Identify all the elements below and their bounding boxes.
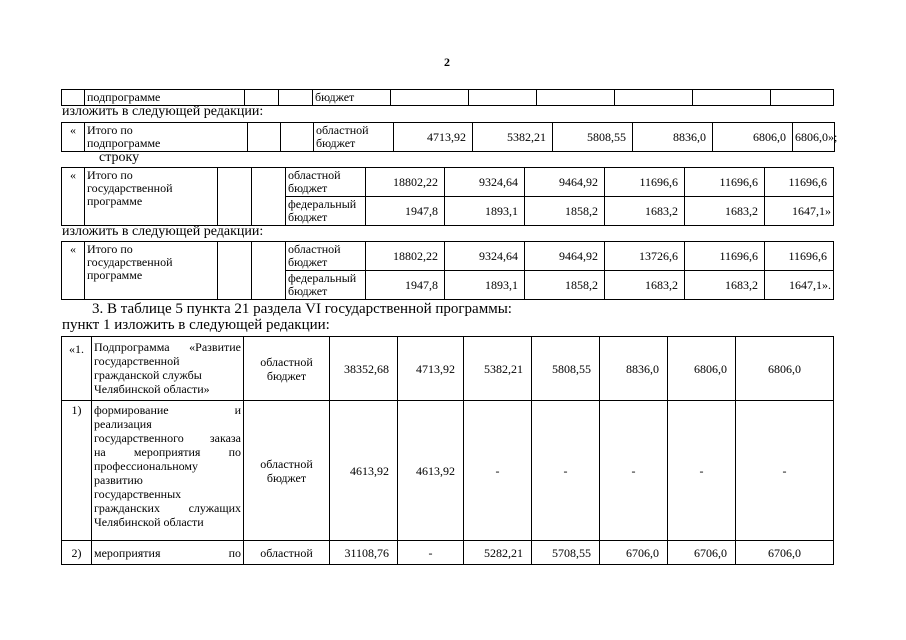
value-cell: 5808,55 bbox=[553, 123, 633, 152]
budget-cell: областной бюджет bbox=[314, 123, 394, 152]
budget-cell: областной бюджет bbox=[244, 401, 330, 541]
value-cell: 11696,6 bbox=[605, 168, 685, 197]
row-label: подпрограмме bbox=[85, 90, 245, 106]
value-cell: - bbox=[600, 401, 668, 541]
value-cell: 6706,0 bbox=[736, 541, 834, 565]
value-cell: 4613,92 bbox=[330, 401, 398, 541]
value-cell: 38352,68 bbox=[330, 337, 398, 401]
page-number: 2 bbox=[444, 55, 450, 69]
value-cell: 13726,6 bbox=[605, 242, 685, 271]
value-cell: 31108,76 bbox=[330, 541, 398, 565]
budget-cell: областной бюджет bbox=[244, 337, 330, 401]
budget-cell: областной бюджет bbox=[286, 168, 366, 197]
table-row bbox=[62, 242, 834, 271]
value-cell: 4713,92 bbox=[398, 337, 464, 401]
budget-cell: федеральный бюджет bbox=[286, 197, 366, 226]
value-cell: 5382,21 bbox=[473, 123, 553, 152]
row-name: формирование и реализация государственного заказа на мероприятия по профессиональному развитию государственных гражданских служащих Челябинской области bbox=[92, 401, 244, 541]
instruction-text: изложить в следующей редакции: bbox=[62, 224, 264, 239]
value-cell: 11696,6 bbox=[765, 242, 834, 271]
table-row bbox=[62, 123, 835, 152]
value-cell: 1683,2 bbox=[685, 197, 765, 226]
value-cell: 4613,92 bbox=[398, 401, 464, 541]
value-cell: 9464,92 bbox=[525, 242, 605, 271]
value-cell: 8836,0 bbox=[600, 337, 668, 401]
budget-cell: федеральный бюджет bbox=[286, 271, 366, 300]
value-cell: 6806,0 bbox=[736, 337, 834, 401]
row-label: Итого по государственной программе bbox=[85, 242, 218, 300]
value-cell: - bbox=[668, 401, 736, 541]
value-cell: 1683,2 bbox=[605, 271, 685, 300]
value-cell: 11696,6 bbox=[685, 168, 765, 197]
row-number: 2) bbox=[62, 541, 92, 565]
paragraph-text: 3. В таблице 5 пункта 21 раздела VI государственной программы: bbox=[92, 301, 512, 317]
value-cell: 9324,64 bbox=[445, 168, 525, 197]
value-cell: - bbox=[532, 401, 600, 541]
value-cell: 5808,55 bbox=[532, 337, 600, 401]
paragraph-text: пункт 1 изложить в следующей редакции: bbox=[62, 317, 330, 333]
quote-mark: « bbox=[62, 168, 85, 226]
value-cell: 5708,55 bbox=[532, 541, 600, 565]
budget-cell: областной бюджет bbox=[286, 242, 366, 271]
value-cell: 1893,1 bbox=[445, 271, 525, 300]
value-cell: - bbox=[464, 401, 532, 541]
value-cell: - bbox=[398, 541, 464, 565]
row-label: Итого по государственной программе bbox=[85, 168, 218, 226]
value-cell: 8836,0 bbox=[633, 123, 713, 152]
value-cell: 1647,1» bbox=[765, 197, 834, 226]
value-cell: 9464,92 bbox=[525, 168, 605, 197]
value-cell: 9324,64 bbox=[445, 242, 525, 271]
value-cell: 1647,1». bbox=[765, 271, 834, 300]
table-row bbox=[62, 401, 834, 541]
value-cell: 6706,0 bbox=[600, 541, 668, 565]
value-cell: 1947,8 bbox=[366, 197, 445, 226]
value-cell: 6806,0 bbox=[668, 337, 736, 401]
instruction-text: строку bbox=[99, 150, 140, 165]
value-cell: 5382,21 bbox=[464, 337, 532, 401]
program-total-table-new bbox=[61, 241, 834, 300]
value-cell: 5282,21 bbox=[464, 541, 532, 565]
budget-cell: бюджет bbox=[313, 90, 391, 106]
value-cell: 1893,1 bbox=[445, 197, 525, 226]
table-row bbox=[62, 168, 834, 197]
quote-mark: « bbox=[62, 123, 85, 152]
table-row bbox=[62, 337, 834, 401]
value-cell: 1858,2 bbox=[525, 271, 605, 300]
budget-cell: областной bbox=[244, 541, 330, 565]
table-row bbox=[62, 541, 834, 565]
value-cell: 11696,6 bbox=[685, 242, 765, 271]
value-cell: 6806,0 bbox=[713, 123, 793, 152]
value-cell: 1947,8 bbox=[366, 271, 445, 300]
row-number: «1. bbox=[62, 337, 92, 401]
row-label: Итого по подпрограмме bbox=[85, 123, 248, 152]
value-cell: 6806,0»; bbox=[793, 123, 835, 152]
row-name: мероприятия по bbox=[92, 541, 244, 565]
quote-mark: « bbox=[62, 242, 85, 300]
instruction-text: изложить в следующей редакции: bbox=[62, 104, 264, 119]
program-total-table-old bbox=[61, 167, 834, 226]
value-cell: 4713,92 bbox=[394, 123, 473, 152]
row-number: 1) bbox=[62, 401, 92, 541]
value-cell: 1858,2 bbox=[525, 197, 605, 226]
value-cell: 18802,22 bbox=[366, 168, 445, 197]
value-cell: - bbox=[736, 401, 834, 541]
value-cell: 1683,2 bbox=[605, 197, 685, 226]
row-name: Подпрограмма «Развитие государственной гражданской службы Челябинской области» bbox=[92, 337, 244, 401]
value-cell: 11696,6 bbox=[765, 168, 834, 197]
value-cell: 1683,2 bbox=[685, 271, 765, 300]
value-cell: 18802,22 bbox=[366, 242, 445, 271]
table-5-fragment bbox=[61, 336, 834, 565]
subprogram-total-table bbox=[61, 122, 838, 152]
value-cell: 6706,0 bbox=[668, 541, 736, 565]
